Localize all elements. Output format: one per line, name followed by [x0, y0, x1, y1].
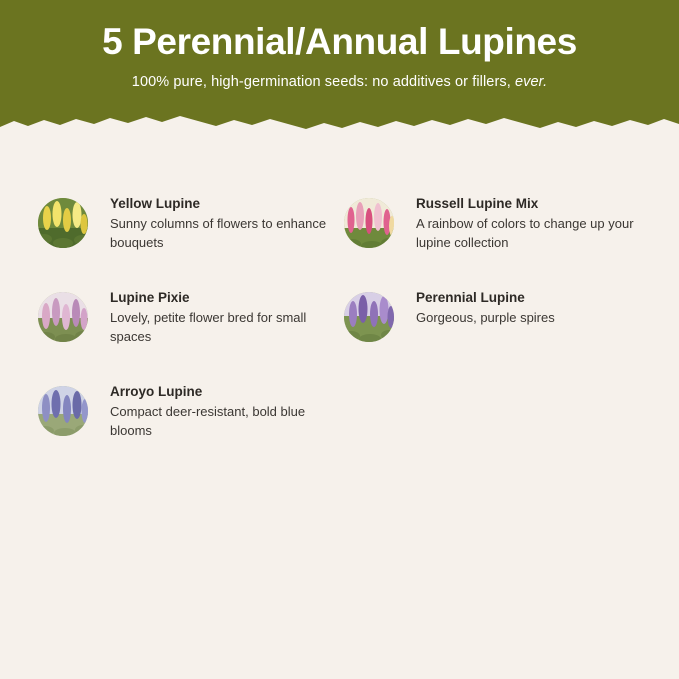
item-description: Lovely, petite flower bred for small spaces — [110, 310, 307, 345]
item-description: Sunny columns of flowers to enhance bouquets — [110, 216, 327, 251]
torn-paper-edge-icon — [0, 107, 679, 140]
item-description: Gorgeous, purple spires — [416, 310, 555, 326]
item-title: Yellow Lupine — [110, 196, 201, 211]
perennial-lupine-photo — [344, 292, 394, 342]
header-content — [0, 0, 679, 90]
items-column-left — [38, 196, 338, 478]
list-item — [344, 196, 644, 274]
item-title: Russell Lupine Mix — [416, 196, 539, 211]
item-title: Lupine Pixie — [110, 290, 190, 305]
items-section — [0, 140, 679, 439]
subtitle-emphasis-text: ever. — [515, 73, 548, 90]
yellow-lupine-photo — [38, 198, 88, 248]
list-item — [344, 290, 644, 368]
header-band — [0, 0, 679, 140]
lupine-pixie-photo — [38, 292, 88, 342]
arroyo-lupine-photo — [38, 386, 88, 436]
item-title: Arroyo Lupine — [110, 384, 203, 399]
russell-lupine-mix-photo — [344, 198, 394, 248]
items-column-right — [344, 196, 644, 384]
page-subtitle — [0, 74, 679, 90]
item-title: Perennial Lupine — [416, 290, 525, 305]
list-item — [38, 196, 338, 274]
page-title: 5 Perennial/Annual Lupines — [102, 21, 577, 62]
item-description: Compact deer-resistant, bold blue blooms — [110, 404, 306, 439]
subtitle-main-text: 100% pure, high-germination seeds: no additives or fillers, — [131, 73, 511, 90]
list-item — [38, 290, 338, 368]
list-item — [38, 384, 338, 462]
item-description: A rainbow of colors to change up your lupine collection — [416, 216, 634, 251]
